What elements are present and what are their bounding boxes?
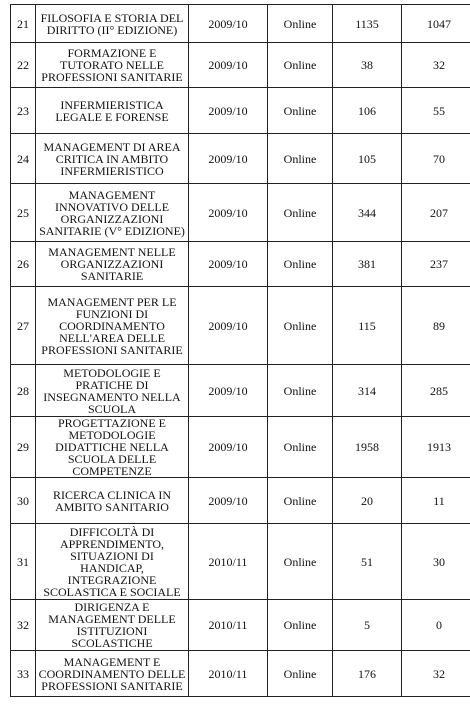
count-a: 314 xyxy=(333,365,402,417)
row-number: 25 xyxy=(11,184,36,242)
row-number: 27 xyxy=(11,287,36,365)
row-number: 23 xyxy=(11,88,36,134)
table-row xyxy=(11,524,470,600)
course-title: INFERMIERISTICA LEGALE E FORENSE xyxy=(36,88,189,134)
delivery-mode: Online xyxy=(268,287,333,365)
row-number: 22 xyxy=(11,43,36,88)
row-number: 29 xyxy=(11,417,36,478)
academic-year: 2009/10 xyxy=(189,242,268,287)
row-number: 24 xyxy=(11,134,36,184)
course-title: DIFFICOLTÀ DI APPRENDIMENTO, SITUAZIONI DI HANDICAP, INTEGRAZIONE SCOLASTICA E SOCIALE xyxy=(36,524,189,600)
delivery-mode: Online xyxy=(268,651,333,697)
count-b: 32 xyxy=(402,43,470,88)
count-a: 115 xyxy=(333,287,402,365)
academic-year: 2010/11 xyxy=(189,600,268,651)
count-b: 70 xyxy=(402,134,470,184)
delivery-mode: Online xyxy=(268,134,333,184)
count-b: 11 xyxy=(402,478,470,524)
academic-year: 2010/11 xyxy=(189,651,268,697)
count-a: 344 xyxy=(333,184,402,242)
delivery-mode: Online xyxy=(268,242,333,287)
course-title: FILOSOFIA E STORIA DEL DIRITTO (II° EDIZIONE) xyxy=(36,5,189,43)
course-title: MANAGEMENT PER LE FUNZIONI DI COORDINAMENTO NELL'AREA DELLE PROFESSIONI SANITARIE xyxy=(36,287,189,365)
course-title: MANAGEMENT DI AREA CRITICA IN AMBITO INFERMIERISTICO xyxy=(36,134,189,184)
delivery-mode: Online xyxy=(268,417,333,478)
count-a: 1135 xyxy=(333,5,402,43)
course-title: PROGETTAZIONE E METODOLOGIE DIDATTICHE NELLA SCUOLA DELLE COMPETENZE xyxy=(36,417,189,478)
count-b: 55 xyxy=(402,88,470,134)
academic-year: 2009/10 xyxy=(189,184,268,242)
table-row xyxy=(11,478,470,524)
academic-year: 2009/10 xyxy=(189,417,268,478)
count-a: 5 xyxy=(333,600,402,651)
course-title: DIRIGENZA E MANAGEMENT DELLE ISTITUZIONI SCOLASTICHE xyxy=(36,600,189,651)
count-b: 1913 xyxy=(402,417,470,478)
delivery-mode: Online xyxy=(268,600,333,651)
row-number: 32 xyxy=(11,600,36,651)
table-row xyxy=(11,600,470,651)
table-row xyxy=(11,365,470,417)
course-title: RICERCA CLINICA IN AMBITO SANITARIO xyxy=(36,478,189,524)
count-b: 89 xyxy=(402,287,470,365)
delivery-mode: Online xyxy=(268,5,333,43)
delivery-mode: Online xyxy=(268,524,333,600)
count-a: 106 xyxy=(333,88,402,134)
count-a: 38 xyxy=(333,43,402,88)
row-number: 26 xyxy=(11,242,36,287)
course-title: METODOLOGIE E PRATICHE DI INSEGNAMENTO NELLA SCUOLA xyxy=(36,365,189,417)
academic-year: 2009/10 xyxy=(189,365,268,417)
table-row xyxy=(11,651,470,697)
row-number: 21 xyxy=(11,5,36,43)
academic-year: 2009/10 xyxy=(189,478,268,524)
count-b: 32 xyxy=(402,651,470,697)
table-row xyxy=(11,287,470,365)
delivery-mode: Online xyxy=(268,43,333,88)
courses-table xyxy=(10,4,470,697)
count-b: 30 xyxy=(402,524,470,600)
count-a: 105 xyxy=(333,134,402,184)
count-b: 207 xyxy=(402,184,470,242)
count-a: 51 xyxy=(333,524,402,600)
academic-year: 2009/10 xyxy=(189,134,268,184)
delivery-mode: Online xyxy=(268,88,333,134)
count-a: 176 xyxy=(333,651,402,697)
table-row xyxy=(11,184,470,242)
table-row xyxy=(11,134,470,184)
document-page xyxy=(10,4,460,697)
delivery-mode: Online xyxy=(268,478,333,524)
table-row xyxy=(11,5,470,43)
count-a: 381 xyxy=(333,242,402,287)
row-number: 30 xyxy=(11,478,36,524)
course-title: MANAGEMENT INNOVATIVO DELLE ORGANIZZAZIONI SANITARIE (V° EDIZIONE) xyxy=(36,184,189,242)
course-title: MANAGEMENT E COORDINAMENTO DELLE PROFESSIONI SANITARIE xyxy=(36,651,189,697)
table-row xyxy=(11,43,470,88)
course-title: FORMAZIONE E TUTORATO NELLE PROFESSIONI SANITARIE xyxy=(36,43,189,88)
count-b: 237 xyxy=(402,242,470,287)
count-a: 20 xyxy=(333,478,402,524)
delivery-mode: Online xyxy=(268,365,333,417)
table-row xyxy=(11,417,470,478)
row-number: 33 xyxy=(11,651,36,697)
academic-year: 2009/10 xyxy=(189,287,268,365)
row-number: 31 xyxy=(11,524,36,600)
count-b: 0 xyxy=(402,600,470,651)
count-a: 1958 xyxy=(333,417,402,478)
count-b: 1047 xyxy=(402,5,470,43)
table-row xyxy=(11,242,470,287)
count-b: 285 xyxy=(402,365,470,417)
academic-year: 2009/10 xyxy=(189,5,268,43)
course-title: MANAGEMENT NELLE ORGANIZZAZIONI SANITARIE xyxy=(36,242,189,287)
courses-table-body xyxy=(11,5,470,697)
delivery-mode: Online xyxy=(268,184,333,242)
table-row xyxy=(11,88,470,134)
academic-year: 2009/10 xyxy=(189,43,268,88)
academic-year: 2009/10 xyxy=(189,88,268,134)
academic-year: 2010/11 xyxy=(189,524,268,600)
row-number: 28 xyxy=(11,365,36,417)
